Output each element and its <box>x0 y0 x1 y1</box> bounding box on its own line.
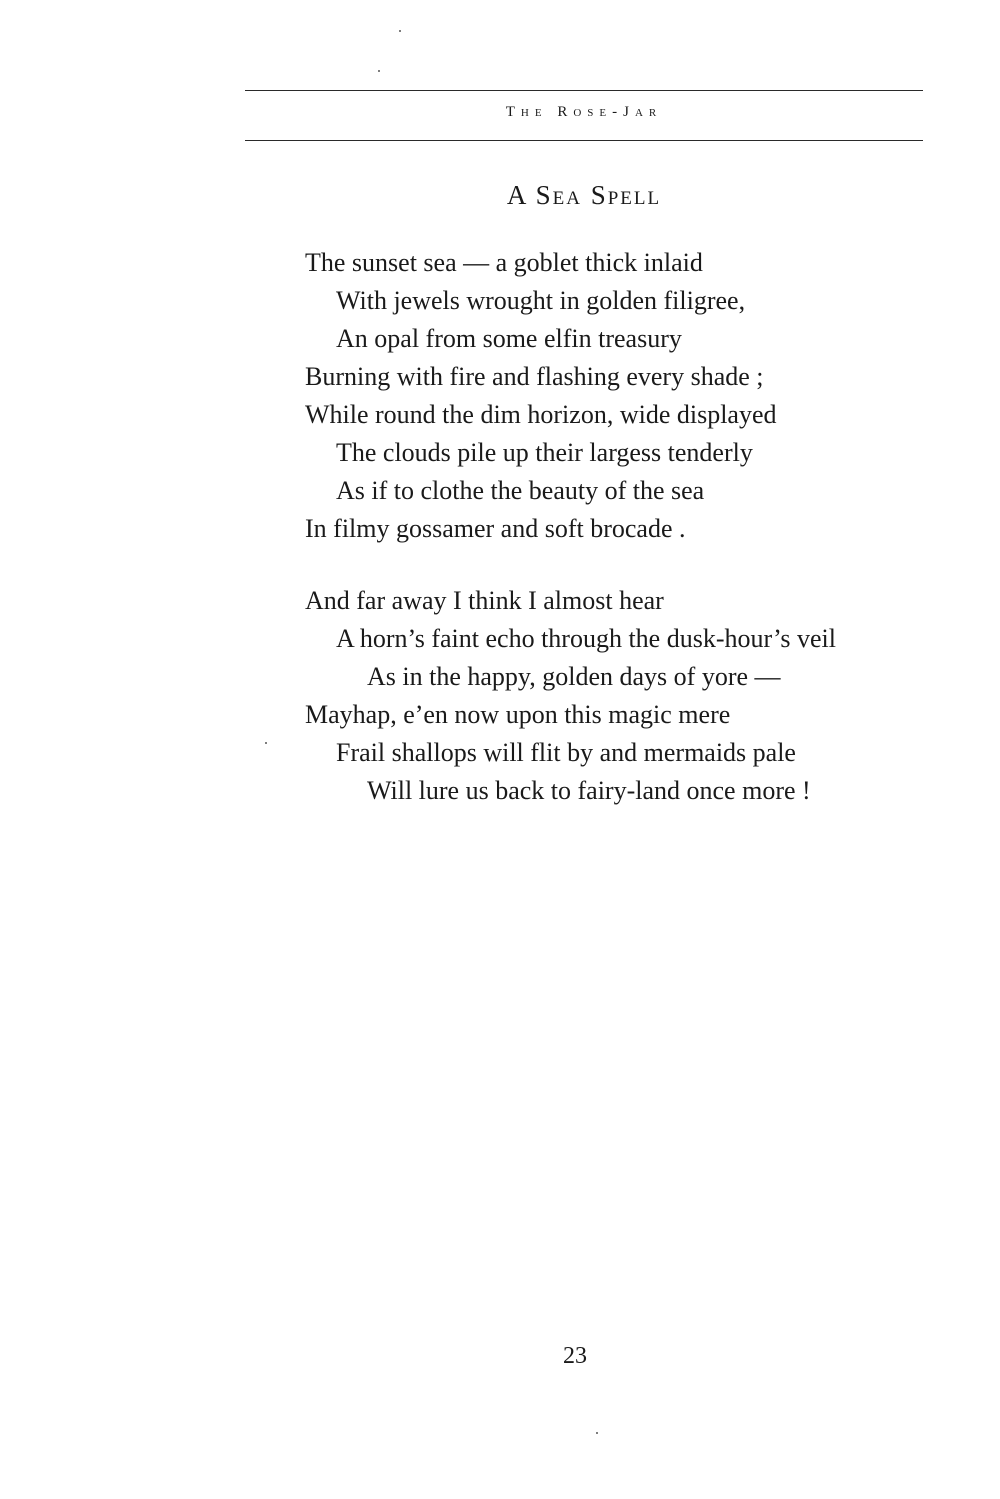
verse-line: Burning with fire and flashing every shade ; <box>305 362 764 391</box>
page-number: 23 <box>563 1343 587 1369</box>
scan-speck <box>399 30 401 32</box>
scan-speck <box>378 70 380 72</box>
verse-line: In filmy gossamer and soft brocade . <box>305 514 686 543</box>
stanza-2 <box>305 582 945 810</box>
verse-line: While round the dim horizon, wide displayed <box>305 400 777 429</box>
verse-line: An opal from some elfin treasury <box>336 324 682 353</box>
verse-line: The sunset sea — a goblet thick inlaid <box>305 248 703 277</box>
verse-line: Frail shallops will flit by and mermaids pale <box>336 738 796 767</box>
header-rule-top <box>245 90 923 91</box>
verse-line: Mayhap, e’en now upon this magic mere <box>305 700 731 729</box>
scan-speck <box>596 1432 598 1434</box>
verse-line: Will lure us back to fairy-land once more ! <box>367 776 811 805</box>
running-head: The Rose-Jar <box>505 104 663 120</box>
stanza-1 <box>305 244 945 548</box>
scan-speck <box>265 742 267 744</box>
verse-line: As in the happy, golden days of yore — <box>367 662 781 691</box>
verse-line: As if to clothe the beauty of the sea <box>336 476 705 505</box>
poem-title: A Sea Spell <box>506 180 662 210</box>
verse-line: The clouds pile up their largess tenderly <box>336 438 753 467</box>
verse-line: With jewels wrought in golden filigree, <box>336 286 746 315</box>
header-rule-bottom <box>245 140 923 141</box>
verse-line: A horn’s faint echo through the dusk-hour’s veil <box>336 624 836 653</box>
verse-line: And far away I think I almost hear <box>305 586 664 615</box>
